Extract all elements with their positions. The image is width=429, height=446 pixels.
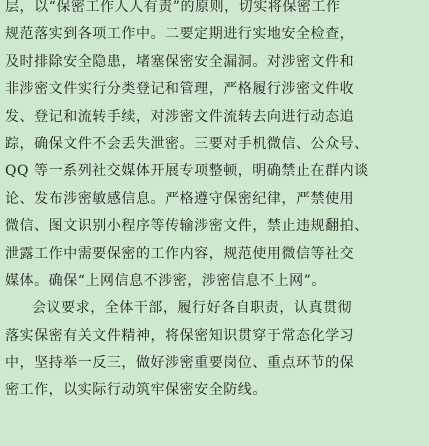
article-paragraph-1	[5, 0, 421, 295]
paragraph-1-line-3: 及时排除安全隐患，堵塞保密安全漏洞。对涉密文件和	[5, 53, 355, 70]
paragraph-2-line-1: 会议要求，全体干部，履行好各自职责，认真贯彻	[32, 300, 353, 317]
paragraph-1-line-6: 踪，确保文件不会丢失泄密。三要对手机微信、公众号、	[5, 135, 369, 152]
paragraph-2-line-4: 密工作，以实际行动筑牢保密安全防线。	[5, 382, 267, 399]
paragraph-1-line-7: QQ 等一系列社交媒体开展专项整顿，明确禁止在群内谈	[5, 163, 369, 180]
paragraph-1-line-2: 规范落实到各项工作中。二要定期进行实地安全检查，	[5, 26, 355, 43]
paragraph-2-line-2: 落实保密有关文件精神，将保密知识贯穿于常态化学习	[5, 327, 355, 344]
paragraph-2-line-3: 中，坚持举一反三，做好涉密重要岗位、重点环节的保	[5, 355, 355, 372]
paragraph-1-line-11: 媒体。确保“上网信息不涉密，涉密信息不上网”。	[5, 272, 326, 289]
paragraph-1-line-8: 论、发布涉密敏感信息。严格遵守保密纪律，严禁使用	[5, 190, 355, 207]
paragraph-1-line-4: 非涉密文件实行分类登记和管理，严格履行涉密文件收	[5, 81, 355, 98]
article-paragraph-2	[5, 295, 421, 405]
paragraph-1-line-5: 发、登记和流转手续，对涉密文件流转去向进行动态追	[5, 108, 355, 125]
paragraph-1-line-9: 微信、图文识别小程序等传输涉密文件，禁止违规翻拍、	[5, 218, 369, 235]
paragraph-1-line-10: 泄露工作中需要保密的工作内容，规范使用微信等社交	[5, 245, 355, 262]
paragraph-1-line-1: 层，以“保密工作人人有责”的原则，切实将保密工作	[5, 0, 341, 15]
